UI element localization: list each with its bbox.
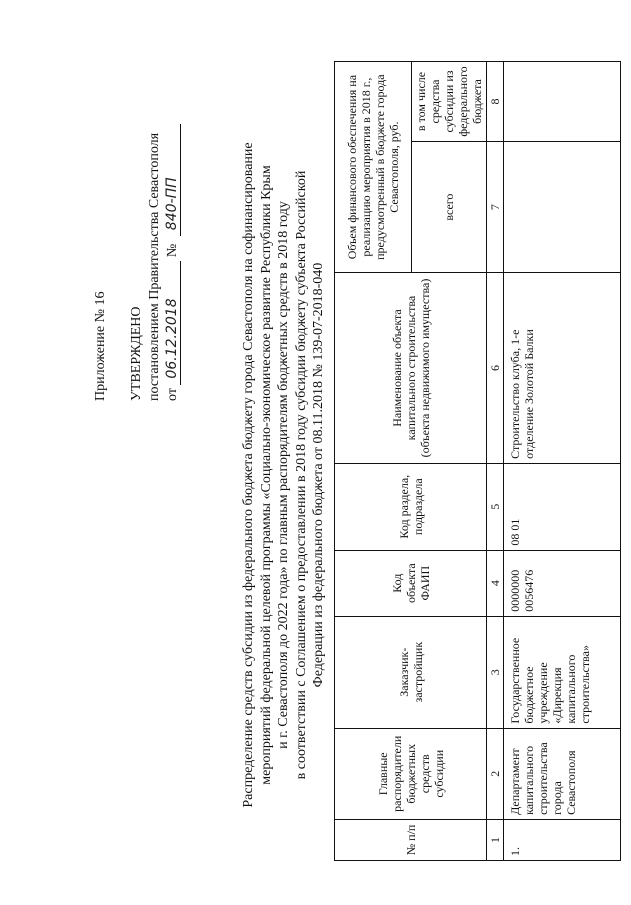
row-object-name: Строительство клуба, 1-е отделение Золотой Балки bbox=[504, 273, 621, 464]
row-section-code: 08 01 bbox=[504, 463, 621, 550]
header-object-name: Наименование объекта капитального строительства (объекта недвижимого имущества) bbox=[335, 273, 487, 464]
header-row bbox=[335, 62, 412, 861]
column-number: 7 bbox=[487, 141, 504, 272]
column-number: 5 bbox=[487, 463, 504, 550]
from-label: от bbox=[165, 388, 180, 401]
column-number: 4 bbox=[487, 550, 504, 616]
row-subsidy bbox=[504, 62, 621, 142]
column-number: 1 bbox=[487, 819, 504, 860]
row-total bbox=[504, 141, 621, 272]
decree-line: постановлением Правительства Севастополя bbox=[147, 132, 162, 401]
title-line: в соответствии с Соглашением о предоставлении в 2018 году субсидии бюджету субъекта Российской bbox=[293, 170, 309, 780]
table-row bbox=[504, 62, 621, 861]
column-number: 2 bbox=[487, 728, 504, 819]
header-section-code: Код раздела, подраздела bbox=[335, 463, 487, 550]
header-budget-manager: Главные распорядители бюджетных средств субсидии bbox=[335, 728, 487, 819]
column-number-row bbox=[487, 62, 504, 861]
column-number: 3 bbox=[487, 616, 504, 728]
column-number: 6 bbox=[487, 273, 504, 464]
handwritten-number: 840-ПП bbox=[164, 124, 181, 236]
header-total: всего bbox=[412, 141, 487, 272]
approved-label: УТВЕРЖДЕНО bbox=[129, 306, 144, 401]
header-customer: Заказчик-застройщик bbox=[335, 616, 487, 728]
title-line: мероприятий федеральной целевой программы «Социально-экономическое развитие Республики Крым bbox=[258, 165, 274, 785]
header-number: № п/п bbox=[335, 819, 487, 860]
row-number: 1. bbox=[504, 819, 621, 860]
column-number: 8 bbox=[487, 62, 504, 142]
title-line: и г. Севастополя до 2022 года» по главным распорядителям бюджетных средств в 2018 году bbox=[276, 201, 292, 749]
row-customer: Государственное бюджетное учреждение «Дирекция капитального строительства» bbox=[504, 616, 621, 728]
distribution-table bbox=[334, 61, 621, 861]
number-label: № bbox=[165, 243, 180, 258]
row-faip-code: 0000000 0056476 bbox=[504, 550, 621, 616]
header-faip-code: Код объекта ФАИП bbox=[335, 550, 487, 616]
decree-date-number bbox=[164, 124, 182, 401]
title-line: Распределение средств субсидии из федерального бюджета бюджету города Севастополя на софинансирование bbox=[241, 142, 256, 808]
title-line: Федерации из федерального бюджета от 08.11.2018 № 139-07-2018-040 bbox=[311, 262, 327, 688]
row-budget-manager: Департамент капитального строительства города Севастополя bbox=[504, 728, 621, 819]
handwritten-date: 06.12.2018 bbox=[164, 261, 181, 385]
document-title bbox=[240, 140, 328, 810]
approval-stamp bbox=[128, 124, 182, 401]
header-subsidy: в том числе средства субсидии из федерального бюджета bbox=[412, 62, 487, 142]
header-funding-group: Объем финансового обеспечения на реализацию мероприятия в 2018 г., предусмотренный в бюджете города Севастополя, руб. bbox=[335, 62, 412, 273]
appendix-number: Приложение № 16 bbox=[93, 291, 108, 401]
